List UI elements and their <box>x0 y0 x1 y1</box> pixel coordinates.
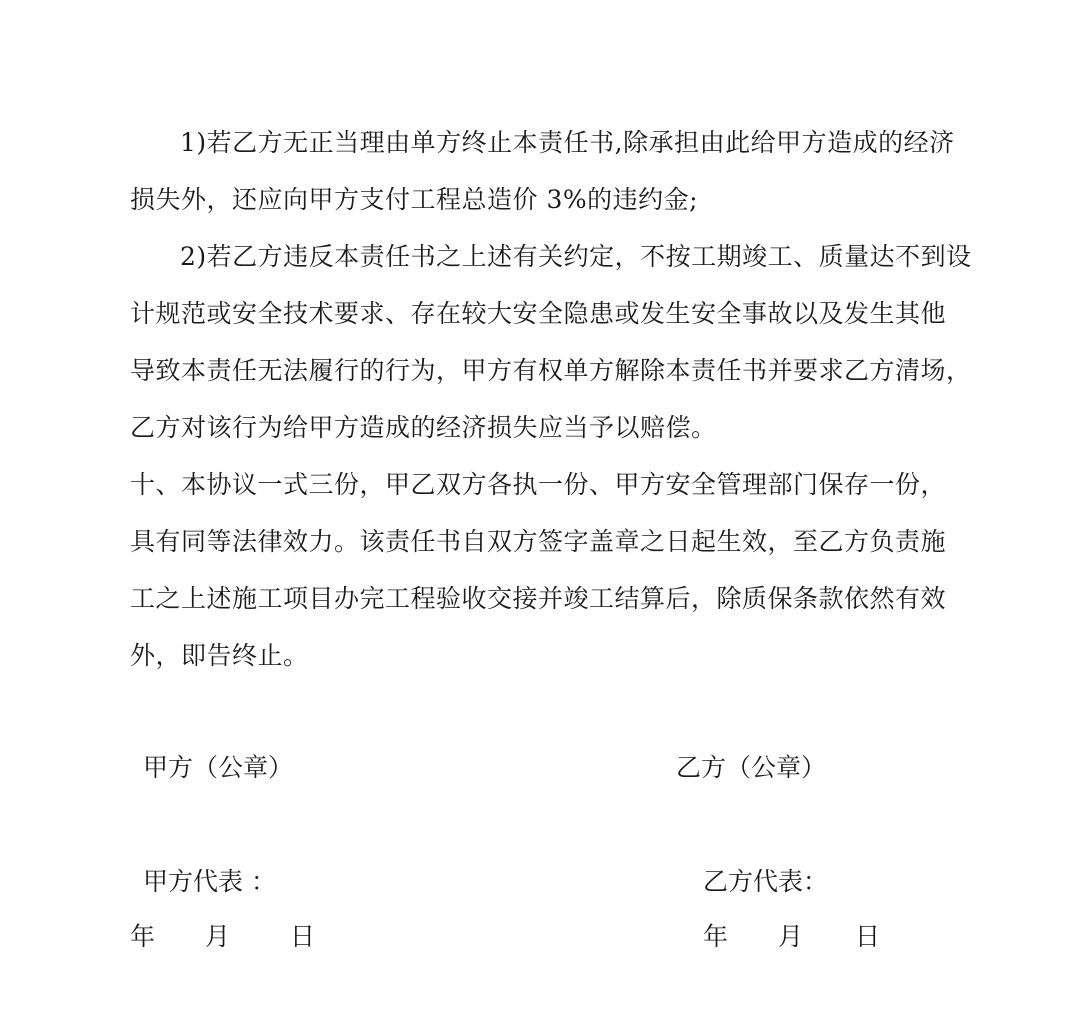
party-b-date-year: 年 <box>703 922 729 951</box>
party-a-date <box>130 922 315 952</box>
party-b-date <box>703 922 880 952</box>
clause-line-7: 十、本协议一式三份，甲乙双方各执一份、甲方安全管理部门保存一份， <box>130 470 947 499</box>
party-a-date-month: 月 <box>205 922 231 951</box>
clause-line-6: 乙方对该行为给甲方造成的经济损失应当予以赔偿。 <box>130 413 717 442</box>
party-a-representative-label: 甲方代表 ： <box>143 867 276 896</box>
party-a-date-year: 年 <box>130 922 156 951</box>
party-b-date-day: 日 <box>855 922 881 951</box>
clause-line-9: 工之上述施工项目办完工程验收交接并竣工结算后，除质保条款依然有效 <box>130 584 947 613</box>
clause-line-2: 损失外，还应向甲方支付工程总造价 3%的违约金; <box>130 185 699 214</box>
party-b-date-month: 月 <box>778 922 804 951</box>
clause-line-4: 计规范或安全技术要求、存在较大安全隐患或发生安全事故以及发生其他 <box>130 299 947 328</box>
clause-line-1: 1)若乙方无正当理由单方终止本责任书,除承担由此给甲方造成的经济 <box>180 128 955 157</box>
party-a-date-day: 日 <box>290 922 316 951</box>
party-a-seal-label: 甲方（公章） <box>143 753 294 782</box>
clause-line-3: 2)若乙方违反本责任书之上述有关约定，不按工期竣工、质量达不到设 <box>180 242 972 271</box>
clause-line-10: 外，即告终止。 <box>130 641 309 670</box>
clause-line-8: 具有同等法律效力。该责任书自双方签字盖章之日起生效，至乙方负责施 <box>130 527 947 556</box>
party-b-representative-label: 乙方代表： <box>703 867 829 896</box>
party-b-seal-label: 乙方（公章） <box>676 753 827 782</box>
clause-line-5: 导致本责任无法履行的行为，甲方有权单方解除本责任书并要求乙方清场， <box>130 356 972 385</box>
